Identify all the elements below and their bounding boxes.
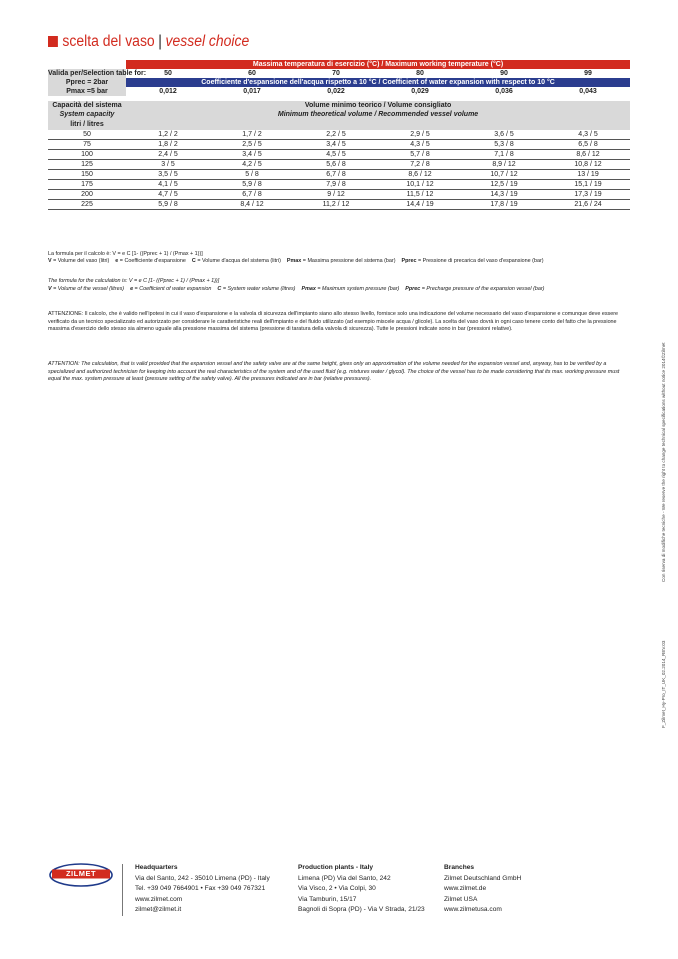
volume-cell: 11,5 / 12 bbox=[378, 190, 462, 200]
volume-cell: 3,4 / 5 bbox=[294, 140, 378, 150]
volume-cell: 2,4 / 5 bbox=[126, 150, 210, 160]
table-row bbox=[48, 200, 630, 210]
vessel-selection-table bbox=[48, 60, 630, 210]
volume-cell: 3 / 5 bbox=[126, 160, 210, 170]
volume-cell: 3,5 / 5 bbox=[126, 170, 210, 180]
footer-br-title: Branches bbox=[444, 864, 475, 871]
volume-cell: 10,7 / 12 bbox=[462, 170, 546, 180]
capacity-label-en: System capacity bbox=[48, 110, 126, 119]
footer-prod-line: Via Visco, 2 • Via Colpi, 30 bbox=[298, 885, 376, 893]
footer-br-line: Zilmet Deutschland GmbH bbox=[444, 874, 522, 882]
legend-key: C bbox=[217, 286, 222, 292]
footer-hq-line: Via del Santo, 242 - 35010 Limena (PD) - Italy bbox=[135, 874, 270, 882]
capacity-cell: 150 bbox=[48, 170, 126, 180]
volume-cell: 13 / 19 bbox=[546, 170, 630, 180]
volume-cell: 17,3 / 19 bbox=[546, 190, 630, 200]
table-row bbox=[48, 130, 630, 140]
legend-text: = Precharge pressure of the expansion vessel (bar) bbox=[420, 286, 545, 292]
volume-cell: 2,9 / 5 bbox=[378, 130, 462, 140]
footer-hq-title: Headquarters bbox=[135, 864, 178, 871]
volume-label-it: Volume minimo teorico / Volume consigliato bbox=[126, 101, 630, 110]
footer-prod-line: Limena (PD) Via del Santo, 242 bbox=[298, 874, 391, 882]
footer-divider bbox=[122, 864, 123, 916]
formula-en-legend bbox=[48, 286, 638, 293]
legend-key: Pmax bbox=[301, 286, 316, 292]
volume-cell: 4,7 / 5 bbox=[126, 190, 210, 200]
formula-it-legend bbox=[48, 258, 638, 265]
volume-cell: 7,2 / 8 bbox=[378, 160, 462, 170]
volume-cell: 8,6 / 12 bbox=[378, 170, 462, 180]
volume-cell: 4,3 / 5 bbox=[378, 140, 462, 150]
legend-text: = Pressione di precarica del vaso d'espansione (bar) bbox=[416, 258, 544, 264]
footer-production bbox=[298, 863, 425, 916]
legend-key: V bbox=[48, 286, 52, 292]
legend-key: Pprec bbox=[401, 258, 417, 264]
coefficient-header: Coefficiente d'espansione dell'acqua rispetto a 10 °C / Coefficient of water expansion with respect to 10 °C bbox=[126, 78, 630, 87]
footer-br-website[interactable]: www.zilmet.de bbox=[444, 885, 487, 893]
page-title bbox=[48, 33, 249, 51]
volume-cell: 2,5 / 5 bbox=[210, 140, 294, 150]
side-disclaimer: Con riserva di modifiche tecniche - We reserve the right to change technical specifications without notice 2014©Zilmet bbox=[661, 342, 666, 582]
title-separator: | bbox=[158, 33, 162, 50]
volume-cell: 17,8 / 19 bbox=[462, 200, 546, 210]
coef-cell: 0,029 bbox=[411, 88, 429, 95]
temp-cell: 99 bbox=[584, 70, 592, 77]
volume-cell: 5,9 / 8 bbox=[210, 180, 294, 190]
coef-cell: 0,022 bbox=[327, 88, 345, 95]
footer-headquarters bbox=[135, 863, 270, 916]
capacity-cell: 50 bbox=[48, 130, 126, 140]
volume-cell: 6,7 / 8 bbox=[210, 190, 294, 200]
valid-label: Valida per/Selection table for: bbox=[48, 70, 147, 77]
footer-br-website[interactable]: www.zilmetusa.com bbox=[444, 906, 502, 914]
coef-cell: 0,017 bbox=[243, 88, 261, 95]
zilmet-logo bbox=[48, 863, 114, 887]
volume-cell: 1,2 / 2 bbox=[126, 130, 210, 140]
attention-note-it: ATTENZIONE: Il calcolo, che è valido nell'ipotesi in cui il vaso d'espansione e la valvola di sicurezza dell'impianto siano allo stesso livello, fornisce solo una indicazione del volume necessario del vaso d'espansione e comunque deve essere verificato da un tecnico specializzato ed autorizzato per considerare le caratteristiche reali dell'impianto e del fluido utilizzato (ad esempio miscele acqua / glicole). La scelta del vaso dovrà in ogni caso tenere conto del fatto che la pressione massima d'esercizio dello stesso sia almeno uguale alla pressione massima del sistema (pressione di taratura della valvola di sicurezza). Tutte le pressioni indicate sono in bar (pressioni relative). bbox=[48, 311, 619, 333]
legend-key: e bbox=[115, 258, 119, 264]
volume-cell: 5,7 / 8 bbox=[378, 150, 462, 160]
footer-branches bbox=[444, 863, 521, 916]
attention-note-en: ATTENTION: The calculation, that is valid provided that the expansion vessel and the safety valve are at the same height, gives only an approximation of the volume needed for the expansion vessel and, anyway, has to be verified by a specialized and authorized technician for keeping into account the real characteristics of the system and of the used fluid (e.g. mixtures water / glycol). The choice of the vessel has to be made considering that its max. working pressure must equal the max. system pressure at least (pressure setting of the safety valve). All the pressures indicated are in bar (relative pressures). bbox=[48, 361, 620, 383]
volume-cell: 2,2 / 5 bbox=[294, 130, 378, 140]
volume-cell: 9 / 12 bbox=[294, 190, 378, 200]
temp-cell: 80 bbox=[416, 70, 424, 77]
volume-cell: 8,4 / 12 bbox=[210, 200, 294, 210]
volume-cell: 4,5 / 5 bbox=[294, 150, 378, 160]
volume-cell: 12,5 / 19 bbox=[462, 180, 546, 190]
legend-key: C bbox=[191, 258, 196, 264]
volume-cell: 4,1 / 5 bbox=[126, 180, 210, 190]
capacity-cell: 225 bbox=[48, 200, 126, 210]
capacity-cell: 200 bbox=[48, 190, 126, 200]
temp-cell: 60 bbox=[248, 70, 256, 77]
volume-cell: 6,7 / 8 bbox=[294, 170, 378, 180]
volume-cell: 5,3 / 8 bbox=[462, 140, 546, 150]
litres-label: litri / litres bbox=[48, 119, 126, 130]
legend-text: = Volume of the vessel (litres) bbox=[51, 286, 125, 292]
coef-cell: 0,036 bbox=[495, 88, 513, 95]
table-row bbox=[48, 140, 630, 150]
volume-cell: 8,9 / 12 bbox=[462, 160, 546, 170]
volume-cell: 5 / 8 bbox=[210, 170, 294, 180]
temp-cell: 50 bbox=[164, 70, 172, 77]
capacity-cell: 125 bbox=[48, 160, 126, 170]
formula-en-line: The formula for the calculation is: V = e C [1- ((Pprec + 1) / (Pmax + 1))] bbox=[48, 278, 220, 284]
table-row bbox=[48, 190, 630, 200]
volume-cell: 14,3 / 19 bbox=[462, 190, 546, 200]
legend-key: V bbox=[48, 258, 52, 264]
temperature-header: Massima temperatura di esercizio (°C) / Maximum working temperature (°C) bbox=[126, 60, 630, 69]
volume-cell: 5,6 / 8 bbox=[294, 160, 378, 170]
footer-hq-email[interactable]: zilmet@zilmet.it bbox=[135, 906, 182, 914]
logo-text: ZILMET bbox=[65, 869, 97, 878]
title-english: vessel choice bbox=[165, 33, 250, 50]
volume-cell: 7,9 / 8 bbox=[294, 180, 378, 190]
volume-cell: 6,5 / 8 bbox=[546, 140, 630, 150]
footer-hq-website[interactable]: www.zilmet.com bbox=[135, 895, 183, 903]
volume-cell: 11,2 / 12 bbox=[294, 200, 378, 210]
table-row bbox=[48, 150, 630, 160]
side-doc-code: F_Zilmet_Hy-Pro_IT_UK_02.2014_REV.03 bbox=[661, 640, 666, 728]
volume-cell: 3,6 / 5 bbox=[462, 130, 546, 140]
table-row bbox=[48, 160, 630, 170]
capacity-cell: 75 bbox=[48, 140, 126, 150]
footer-prod-title: Production plants - Italy bbox=[298, 864, 374, 871]
pmax-label: Pmax =5 bar bbox=[48, 87, 126, 96]
capacity-cell: 100 bbox=[48, 150, 126, 160]
volume-cell: 4,2 / 5 bbox=[210, 160, 294, 170]
volume-cell: 10,1 / 12 bbox=[378, 180, 462, 190]
volume-cell: 14,4 / 19 bbox=[378, 200, 462, 210]
title-square-icon bbox=[48, 36, 58, 47]
legend-key: e bbox=[130, 286, 134, 292]
volume-cell: 10,8 / 12 bbox=[546, 160, 630, 170]
footer-br-line: Zilmet USA bbox=[444, 895, 478, 903]
footer-prod-line: Via Tamburin, 15/17 bbox=[298, 895, 357, 903]
volume-label-en: Minimum theoretical volume / Recommended vessel volume bbox=[126, 110, 630, 119]
volume-cell: 8,6 / 12 bbox=[546, 150, 630, 160]
temp-cell: 70 bbox=[332, 70, 340, 77]
table-body bbox=[48, 130, 630, 210]
table-row bbox=[48, 170, 630, 180]
title-italian: scelta del vaso bbox=[62, 33, 155, 50]
legend-text: = Maximum system pressure (bar) bbox=[315, 286, 400, 292]
pprec-label: Pprec = 2bar bbox=[48, 78, 126, 87]
volume-cell: 3,4 / 5 bbox=[210, 150, 294, 160]
volume-cell: 21,6 / 24 bbox=[546, 200, 630, 210]
legend-text: = Massima pressione del sistema (bar) bbox=[301, 258, 396, 264]
volume-cell: 5,9 / 8 bbox=[126, 200, 210, 210]
temp-cell: 90 bbox=[500, 70, 508, 77]
capacity-cell: 175 bbox=[48, 180, 126, 190]
legend-text: = Volume del vaso (litri) bbox=[51, 258, 110, 264]
footer-hq-line: Tel. +39 049 7664901 • Fax +39 049 767321 bbox=[135, 885, 266, 893]
volume-cell: 7,1 / 8 bbox=[462, 150, 546, 160]
formula-it-line: La formula per il calcolo è: V = e C [1- ((Pprec + 1) / (Pmax + 1))] bbox=[48, 251, 203, 257]
coef-cell: 0,043 bbox=[579, 88, 597, 95]
legend-text: = Volume d'acqua del sistema (litri) bbox=[195, 258, 281, 264]
legend-key: Pmax bbox=[286, 258, 302, 264]
volume-cell: 1,8 / 2 bbox=[126, 140, 210, 150]
legend-text: = System water volume (litres) bbox=[221, 286, 296, 292]
table-row bbox=[48, 180, 630, 190]
legend-text: = Coefficient of water expansion bbox=[133, 286, 212, 292]
coef-cell: 0,012 bbox=[159, 88, 177, 95]
capacity-label-it: Capacità del sistema bbox=[48, 101, 126, 110]
volume-cell: 4,3 / 5 bbox=[546, 130, 630, 140]
legend-key: Pprec bbox=[405, 286, 421, 292]
footer-prod-line: Bagnoli di Sopra (PD) - Via V Strada, 21/23 bbox=[298, 906, 425, 914]
legend-text: = Coefficiente d'espansione bbox=[118, 258, 186, 264]
volume-cell: 1,7 / 2 bbox=[210, 130, 294, 140]
volume-cell: 15,1 / 19 bbox=[546, 180, 630, 190]
